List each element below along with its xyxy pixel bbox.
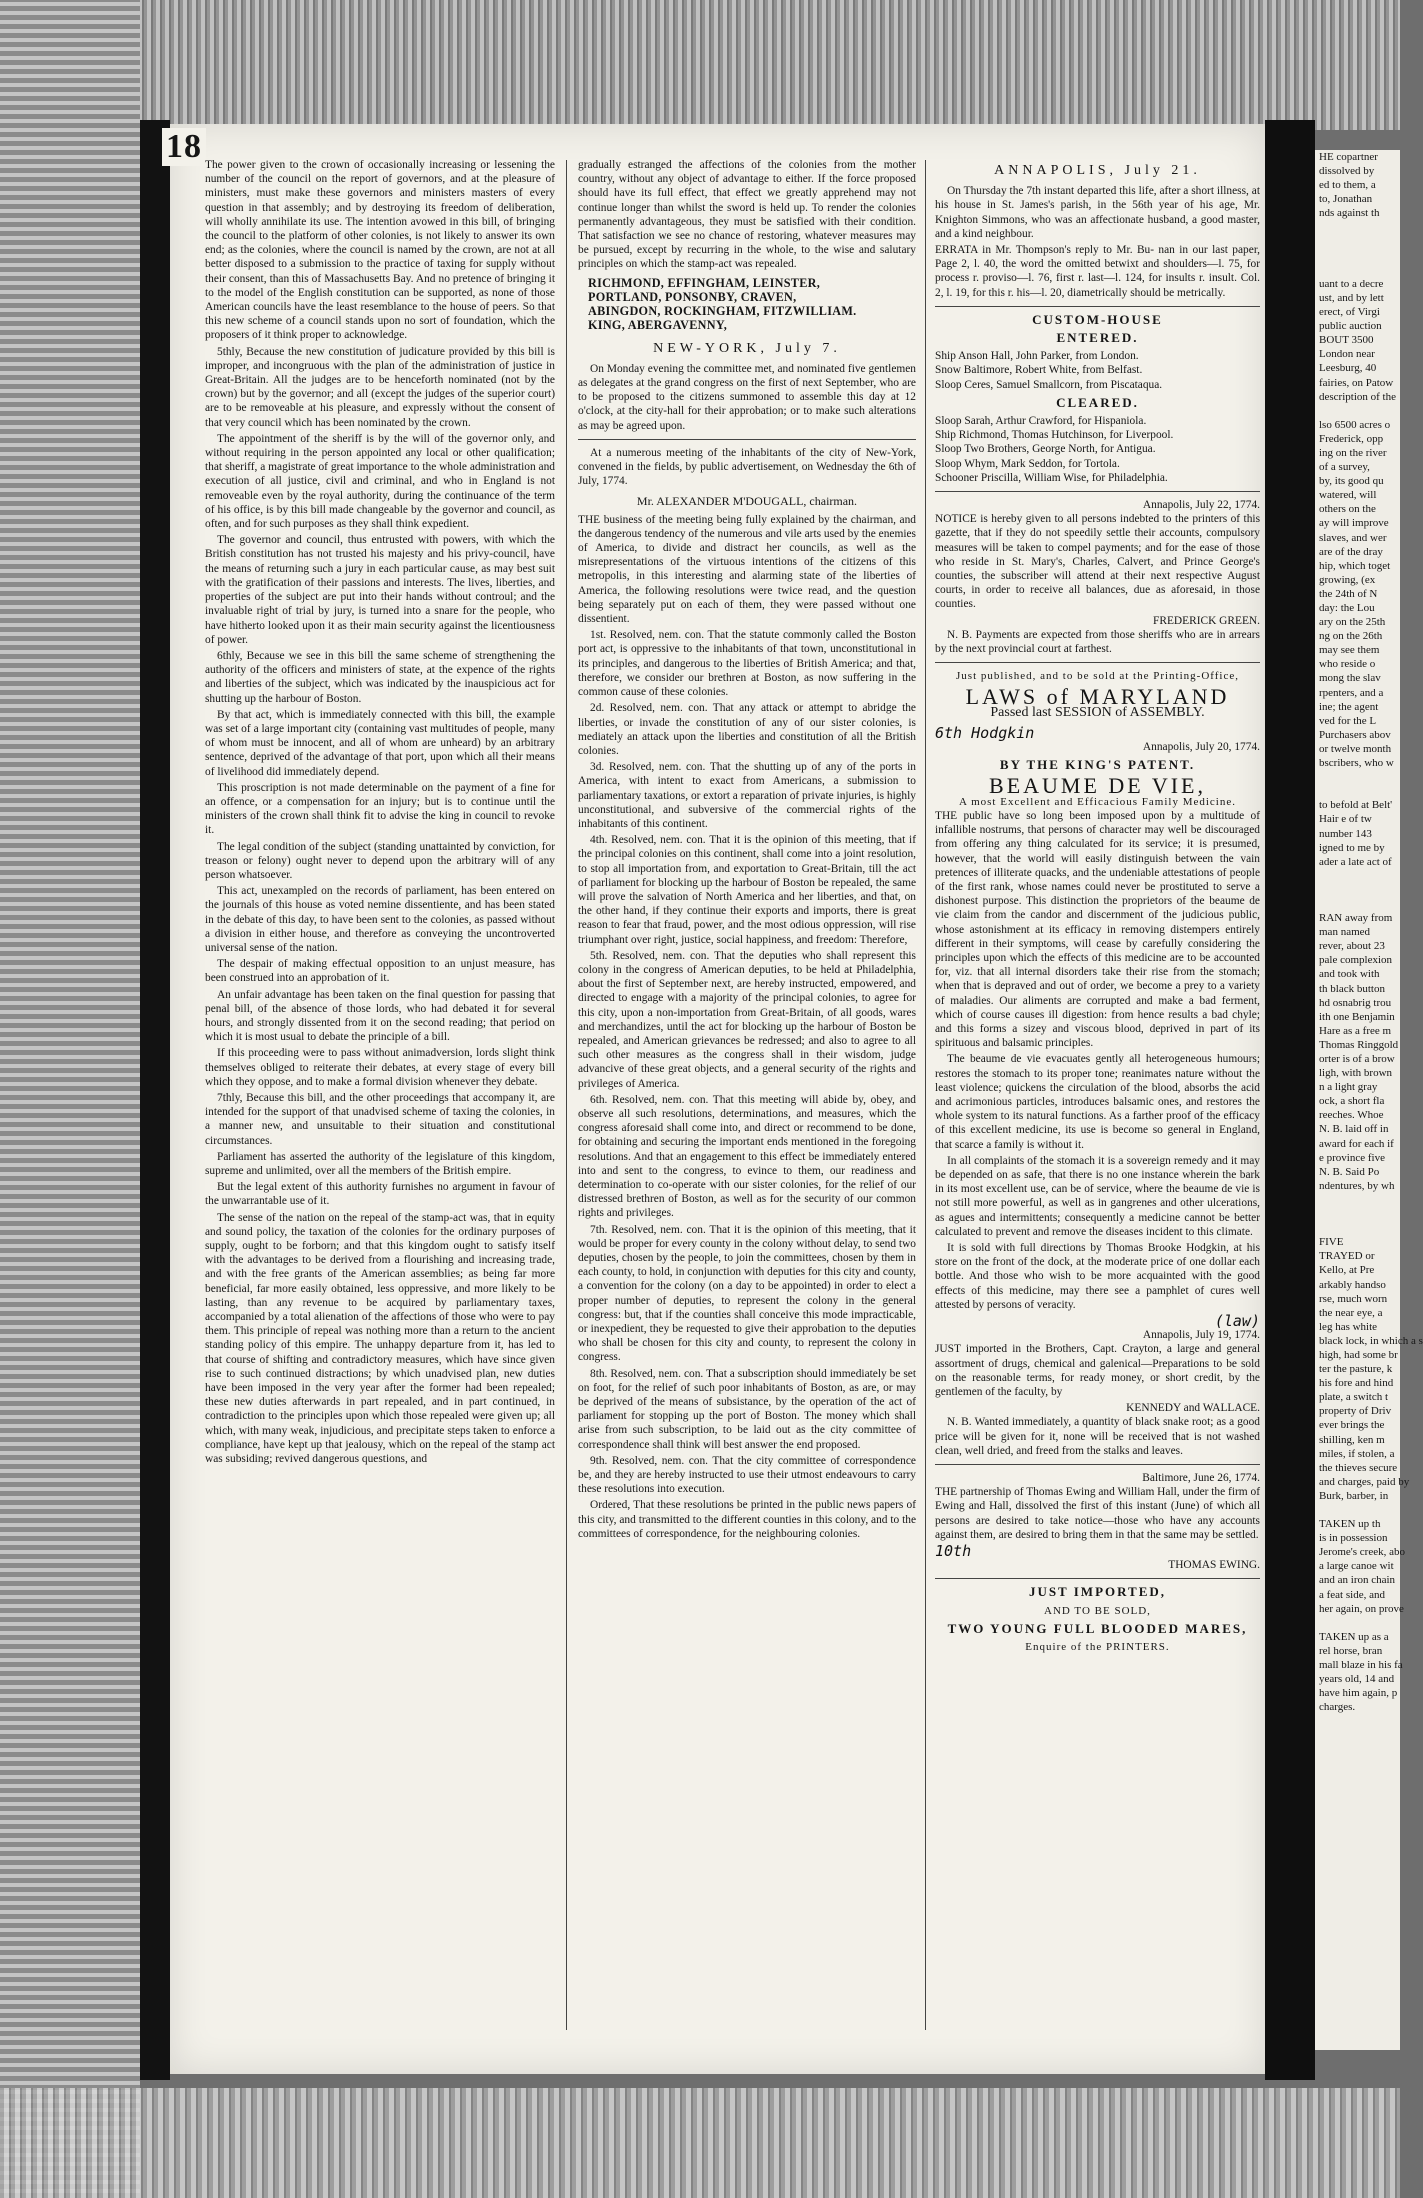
paragraph: An unfair advantage has been taken on the final question for passing that penal bill, of the absence of those lords, who had debated it for several hours, and strongly dissented from it on the second reading; that period on which it is most usual to debate the principle of a bill. [205,988,555,1044]
strip-line: her again, on prove [1319,1602,1404,1615]
paragraph: The beaume de vie evacuates gently all heterogeneous humours; restores the stomach to its proper tone; reanimates nature without the least violence; quickens the circulation of the blood, absorbs the acid and acrimonious particles, introduces balsamic ones, and restores the whole system to its natural functions. As a farther proof of the efficacy of this excellent medicine, its use is become so general in England, that scarce a family is without it. [935,1053,1260,1151]
mares-enquire: Enquire of the PRINTERS. [1025,1641,1170,1654]
strip-line: ust, and by lett [1319,291,1384,304]
scan-border-left [0,0,140,2198]
strip-line: ay will improve [1319,517,1389,530]
strip-line: high, had some br [1319,1348,1398,1361]
strip-line: rel horse, bran [1319,1644,1383,1657]
list-item: Sloop Ceres, Samuel Smallcorn, from Piscataqua. [935,378,1163,391]
paragraph: This act, unexampled on the records of parliament, has been entered on the journals of this house as voted nemine dissentiente, and has been stated in the debate of this day, to have been sent to the colonies, as passed without a division in either house, and therefore as conveying the uncontroverted universal sense of the nation. [205,885,555,954]
strip-line: of a survey, [1319,461,1370,474]
strip-line [1319,404,1400,418]
strip-line: arkably handso [1319,1278,1386,1291]
strip-line: property of Driv [1319,1405,1392,1418]
list-item: Sloop Sarah, Arthur Crawford, for Hispaniola. [935,415,1147,428]
strip-line: London near [1319,348,1375,361]
laws-title: LAWS of MARYLAND [965,683,1230,709]
list-item: Sloop Two Brothers, George North, for Antigua. [935,443,1156,456]
strip-line: ith one Benjamin [1319,1010,1395,1023]
signers-line: ABINGDON, ROCKINGHAM, FITZWILLIAM. [588,303,857,318]
paragraph: 6thly, Because we see in this bill the same scheme of strengthening the authority of the officers and ministers of state, at the expence of the rights and liberties of the subject, which was indicated by the inauspicious act for shutting up the harbour of Boston. [205,649,555,705]
notice-signer: FREDERICK GREEN. [1153,614,1260,627]
strip-line: a large canoe wit [1319,1560,1394,1573]
just-signer: KENNEDY and WALLACE. [1126,1402,1260,1415]
strip-line: fairies, on Patow [1319,376,1394,389]
strip-line: rpenters, and a [1319,686,1384,699]
paragraph: 6th. Resolved, nem. con. That this meeting will abide by, obey, and observe all such resolutions, determinations, and measures, which the congress aforesaid shall come into, and direct or recommend to be done, for obtaining and securing the important ends mentioned in the foregoing resolutions. And that an engagement to this effect be immediately entered into and sent to the congress, to evince to them, our readiness and determination to co-operate with our sister colonies, for the relief of our distressed brethren of Boston, as well as for the security of our common rights and privileges. [578,1093,916,1220]
paragraph: N. B. Payments are expected from those sheriffs who are in arrears by the next provincial court at farthest. [935,628,1260,656]
strip-line: who reside o [1319,658,1376,671]
strip-line: hd osnabrig trou [1319,996,1392,1009]
strip-line [1319,1503,1400,1517]
divider [935,1578,1260,1579]
strip-line: watered, will [1319,489,1377,502]
strip-line: growing, (ex [1319,573,1376,586]
strip-line: ligh, with brown [1319,1067,1393,1080]
list-item: Snow Baltimore, Robert White, from Belfast. [935,364,1143,377]
beaume-subtitle: A most Excellent and Efficacious Family Medicine. [959,795,1236,808]
strip-line: ng on the 26th [1319,630,1383,643]
strip-line: others on the [1319,503,1376,516]
strip-line: the 24th of N [1319,587,1378,600]
paragraph: In all complaints of the stomach it is a sovereign remedy and it may be depended on as safe, that there is no one instance wherein the bark in its most excellent use, can be of service, where the beaume de vie is not still more powerful, as well as in gangrenes and other ulcerations, as agues and intermittents; consequently a medicine cannot be better calculated to prevent and remove the diseases incident to this climate. [935,1154,1260,1238]
paragraph: 5thly, Because the new constitution of judicature provided by this bill is improper, and incongruous with the plan of the administration of justice in Great-Britain. All the judges are to be henceforth nominated (not by the crown) but by the governor; and all (except the judges of the superior court) are to be removeable at his pleasure, and expressly without the consent of that very council which has been nominated by the crown. [205,345,555,429]
strip-line: Thomas Ringgold [1319,1038,1399,1051]
paragraph: 8th. Resolved, nem. con. That a subscription should immediately be set on foot, for the relief of such poor inhabitants of Boston, as are, or may be deprived of the means of subsistance, by the operation of the act of parliament for stopping up the port of Boston. The money which shall arise from such subscription, to be laid out as the city committee of correspondence shall think will best answer the end proposed. [578,1367,916,1451]
strip-line: TAKEN up th [1319,1518,1381,1531]
strip-line [1319,263,1400,277]
paragraph: The appointment of the sheriff is by the will of the governor only, and without requiring in the person appointed any local or other qualification; that sheriff, a magistrate of great importance to the whole administration and execution of all justice, civil and criminal, and who in England is not removeable even by the royal authority, during the continuance of the term of his office, is by this bill made changeable by the governor and council, as often, and for such purposes as they shall think expedient. [205,432,555,531]
strip-line: Jerome's creek, abo [1319,1546,1405,1559]
adjacent-page-text [1315,150,1423,1714]
signers-list [588,276,916,332]
paragraph: The legal condition of the subject (standing unattainted by conviction, for treason or felony) ought never to depend upon the arbitrary will of any person whatsoever. [205,840,555,881]
strip-line: ever brings the [1319,1419,1385,1432]
strip-line: public auction [1319,320,1382,333]
strip-line: ved for the L [1319,714,1377,727]
divider [578,439,916,440]
paragraph: Ordered, That these resolutions be printed in the public news papers of this city, and transmitted to the different counties in this colony, and to the committees of correspondence, for the neighbouring colonies. [578,1499,916,1540]
handwritten-note: 6th Hodgkin [935,723,1035,742]
strip-line: FIVE [1319,1236,1344,1249]
strip-line: Hare as a free m [1319,1024,1392,1037]
strip-line [1319,883,1400,897]
mares-heading: JUST IMPORTED, [1028,1584,1167,1600]
strip-line: BOUT 3500 [1319,334,1374,347]
strip-line: ndentures, by wh [1319,1179,1395,1192]
cleared-heading: CLEARED. [1056,394,1139,410]
entered-heading: ENTERED. [1056,330,1139,346]
paragraph: gradually estranged the affections of the colonies from the mother country, without any object of advantage to either. If the force proposed should have its full effect, that effect we greatly apprehend may not continue longer than whilst the sword is held up. To render the colonies permanently advantageous, they must be satisfied with their condition. That satisfaction we see no chance of restoring, whatever measures may be pursued, except by recurring in the whole, to the wise and salutary principles on which the stamp-act was repealed. [578,159,916,271]
strip-line: or twelve month [1319,742,1392,755]
strip-line: hip, which toget [1319,559,1391,572]
strip-line: a feat side, and [1319,1588,1385,1601]
strip-line: plate, a switch t [1319,1391,1389,1404]
strip-line: by, its good qu [1319,475,1384,488]
strip-line: to befold at Belt' [1319,799,1393,812]
strip-line: dissolved by [1319,165,1375,178]
paragraph: At a numerous meeting of the inhabitants of the city of New-York, convened in the fields, by public advertisement, on Wednesday the 6th of July, 1774. [578,446,916,488]
paragraph: THE partnership of Thomas Ewing and William Hall, under the firm of Ewing and Hall, dissolved the first of this instant (June) of which all persons are desired to take notice—those who have any accounts against them, are desired to bring them in that the same may be settled. [935,1486,1260,1541]
strip-line: and an iron chain [1319,1574,1396,1587]
list-item: Sloop Whym, Mark Seddon, for Tortola. [935,457,1120,470]
patent-heading: BY THE KING'S PATENT. [999,757,1196,773]
strip-line: pale complexion [1319,954,1393,967]
column-rule [925,160,926,2030]
binding-shadow-middle [1265,120,1315,2080]
strip-line: Leesburg, 40 [1319,362,1377,375]
strip-line: e province five [1319,1151,1385,1164]
strip-line: may see them [1319,644,1380,657]
laws-subtitle: Passed last SESSION of ASSEMBLY. [990,704,1205,720]
strip-line [1319,235,1400,249]
errata: ERRATA in Mr. Thompson's reply to Mr. Bu- nan in our last paper, Page 2, l. 40, the word the omitted betwixt and shoulders—l. 75, for process r. proviso—l. 76, first r. last—l. 124, for insults r. insult. Col. 2, l. 19, for this r. his—l. 20, diametrically should be metrically. [935,244,1260,299]
strip-line: n a light gray [1319,1081,1378,1094]
list-item: Schooner Priscilla, William Wise, for Philadelphia. [935,471,1168,484]
strip-line [1319,220,1400,234]
beaume-date: Annapolis, July 20, 1774. [1142,741,1260,754]
paragraph: 4th. Resolved, nem. con. That it is the opinion of this meeting, that if the principal colonies on this continent, shall come into a joint resolution, to stop all importation from, and exportation to Great-Britain, till the act of parliament for blocking up the harbour of Boston be repealed, the same will prove the salvation of North America and her liberties, and that, on the other hand, if they continue their exports and imports, there is great reason to fear that fraud, power, and the most odious oppression, will rise triumphant over right, justice, social happiness, and freedom: Therefore, [578,834,916,946]
strip-line: Purchasers abov [1319,728,1391,741]
paragraph: This proscription is not made determinable on the payment of a fine for an offence, or a compensation for an injury; but is to continue until the ministers of the crown shall think fit to advise the king in council to revoke it. [205,781,555,837]
strip-line: N. B. Said Po [1319,1165,1380,1178]
strip-line: uant to a decre [1319,277,1384,290]
paragraph: 1st. Resolved, nem. con. That the statute commonly called the Boston port act, is oppressive to the inhabitants of that town, unconstitutional in its principles, and dangerous to the liberties of British America; and that, therefore, we consider our brethren at Boston, as now suffering in the common cause of these colonies. [578,629,916,699]
strip-line: to, Jonathan [1319,193,1373,206]
strip-line: charges. [1319,1701,1356,1714]
strip-line: rever, about 23 [1319,940,1385,953]
strip-line: ader a late act of [1319,855,1392,868]
paragraph: The power given to the crown of occasionally increasing or lessening the number of the council on the report of governors, and at the pleasure of ministers, must make these governors and ministers masters of every question in that assembly; and by destroying its freedom of deliberation, will wholly annihilate its use. The intention avowed in this bill, of bringing the council to the platform of other colonies, is not likely to answer its own end; as the colonies, where the council is named by the crown, are not at all better disposed to a submission to the practice of taxing for supply without their consent, than this of Massachusetts Bay. And no pretence of bringing it to the model of the English constitution can be supported, as none of those American councils have the least resemblance to the house of peers. So that this new scheme of a council stands upon no sort of foundation, which the proposers of it think proper to acknowledge. [205,159,555,342]
strip-line: years old, 14 and [1319,1673,1395,1686]
binding-shadow-left [140,120,170,2080]
laws-intro: Just published, and to be sold at the Printing-Office, [956,670,1239,683]
strip-line [1319,249,1400,263]
strip-line: erect, of Virgi [1319,306,1380,319]
custom-house-heading: CUSTOM-HOUSE [1032,311,1163,327]
baltimore-signer: THOMAS EWING. [1168,1559,1260,1572]
strip-line: mong the slav [1319,672,1381,685]
strip-line: mall blaze in his fa [1319,1659,1403,1672]
strip-line [1319,770,1400,784]
paragraph: On Thursday the 7th instant departed this life, after a short illness, at his house in St. James's parish, in the 56th year of his age, Mr. Knighton Simmons, who was an affectionate husband, a good master, and a kind neighbour. [935,185,1260,240]
strip-line: man named [1319,926,1371,939]
strip-line: orter is of a brow [1319,1053,1395,1065]
scan-border-top [0,0,1400,130]
strip-line: are of the dray [1319,545,1383,558]
strip-line: the near eye, a [1319,1306,1383,1319]
paragraph: If this proceeding were to pass without animadversion, lords slight think themselves obliged to reiterate their debates, at every stage of every bill which they oppose, and to make a formal division whenever they debate. [205,1047,555,1088]
notice: NOTICE is hereby given to all persons indebted to the printers of this gazette, that if they do not speedily settle their accounts, compulsory measures will be taken to compel payments; and for the ease of those who reside in St. Mary's, Charles, Calvert, and Prince George's counties, the subscriber will attend at their next respective August courts, in order to receive all balances, due as aforesaid, in those counties. [935,513,1260,611]
column-annapolis [935,158,1260,2038]
adjacent-page-strip [1315,150,1423,2050]
handwritten-note: (law) [1214,1312,1260,1331]
paragraph: 5th. Resolved, nem. con. That the deputies who shall represent this colony in the congress of American deputies, to be held at Philadelphia, about the first of September next, are hereby instructed, empowered, and directed to engage with a majority of the principal colonies, to agree for this city, upon a non-importation from Great-Britain, of all goods, wares and merchandizes, until the act for blocking up the harbour of Boston be repealed, and American grievances be redressed; and also to agree to all such other measures as the congress shall in their wisdom, judge advancive of these great objects, and a general security of the rights and privileges of America. [578,949,916,1090]
just-date: Annapolis, July 19, 1774. [1142,1329,1260,1342]
strip-line: ary on the 25th [1319,616,1386,629]
strip-line: Frederick, opp [1319,432,1384,445]
strip-line: leg has white [1319,1320,1378,1333]
paragraph: 7thly, Because this bill, and the other proceedings that accompany it, are intended for the support of that unadvised scheme of taxing the colonies, in a manner new, and unsuitable to their situation and constitutional circumstances. [205,1092,555,1147]
scan-border-bottom [0,2088,1400,2198]
strip-line: and charges, paid by [1319,1475,1410,1488]
strip-line: lso 6500 acres o [1319,418,1391,431]
strip-line: miles, if stolen, a [1319,1447,1395,1460]
strip-line: ter the pasture, k [1319,1363,1393,1376]
strip-line: black lock, in which a s [1319,1334,1423,1347]
mares-subheading: AND TO BE SOLD, [1044,1604,1151,1617]
signers-line: PORTLAND, PONSONBY, CRAVEN, [588,289,797,304]
beaume-title: BEAUME DE VIE, [989,772,1206,798]
strip-line: reeches. Whoe [1319,1109,1384,1122]
page-number: 18 [162,128,206,166]
strip-line: nds against th [1319,207,1380,220]
list-item: Ship Anson Hall, John Parker, from London. [935,350,1139,363]
strip-line: description of the [1319,390,1396,403]
paragraph: By that act, which is immediately connected with this bill, the example was set of a large important city (containing vast multitudes of people, many of whom must be innocent, and all of whom are unheard) by an arbitrary sentence, deprived of the advantage of that port, upon which all their means of livelihood did immediately depend. [205,708,555,778]
paragraph: N. B. Wanted immediately, a quantity of black snake root; as a good price will be given for it, none will be received that is not washed clean, well dried, and freed from the stalks and leaves. [935,1416,1260,1457]
paragraph: The sense of the nation on the repeal of the stamp-act was, that in equity and sound policy, the taxation of the colonies for the ordinary purposes of supply, ought to be forborn; and that this kingdom ought to satisfy itself with the advantages to be derived from a flourishing and increasing trade, and with the free grants of the American assemblies; as being far more beneficial, far more easily obtained, less oppressive, and more likely to be lasting, than any revenue to be acquired by parliamentary taxes, accompanied by a total alienation of the affections of those who were to pay them. This principle of repeal was nothing more than a return to the ancient standing policy of this empire. The unhappy departure from it, has led to that course of shifting and contradictory measures, which have since given rise to such continued distractions; by which unadvised plan, new duties have been imposed in the very year after the former had been repealed; these new duties afterwards in part repealed, and in part continued, in contradiction to the principles upon which those repealed were given up; all which, with many weak, injudicious, and precipitate steps taken to enforce a compliance, have kept up that jealousy, which on the repeal of the stamp act was subsiding; revived dangerous questions, and [205,1211,555,1466]
divider [935,662,1260,663]
strip-line [1319,784,1400,798]
strip-line: ing on the river [1319,446,1387,459]
strip-line: N. B. laid off in [1319,1123,1389,1136]
strip-line: and took with [1319,968,1380,981]
strip-line: award for each if [1319,1137,1394,1150]
paragraph: 7th. Resolved, nem. con. That it is the opinion of this meeting, that it would be proper for every county in the colony without delay, to send two deputies, chosen by the people, to join the committees, chosen by them in each county, to hold, in conjunction with deputies for this city and county, a convention for the colony (on a day to be appointed) in order to elect a proper number of deputies, to represent the colony in the general congress: but, that if the counties shall conceive this mode impracticable, or inexpedient, they be requested to give their approbation to the deputies who shall be chosen for this city and county, to represent the colony in congress. [578,1223,916,1364]
paragraph: 3d. Resolved, nem. con. That the shutting up of any of the ports in America, with intent to exact from Americans, a submission to parliamentary taxations, or extort a reparation of private injuries, is highly unconstitutional, and subversive of the commercial rights of the inhabitants of this continent. [578,761,916,830]
paragraph: 9th. Resolved, nem. con. That the city committee of correspondence be, and they are hereby instructed to use their utmost endeavours to carry these resolutions into execution. [578,1454,916,1496]
strip-line: th black button [1319,982,1385,995]
divider [935,306,1260,307]
handwritten-note: 10th [935,1542,972,1561]
strip-line: Hair e of tw [1319,813,1372,826]
paragraph: On Monday evening the committee met, and nominated five gentlemen as delegates at the grand congress on the first of next September, who are to be proposed to the citizens summoned to assemble this day at 12 o'clock, at the city-hall for their approbation; or to make such alterations as may be agreed upon. [578,362,916,432]
paragraph: It is sold with full directions by Thomas Brooke Hodgkin, at his store on the front of the dock, at the moderate price of one dollar each bottle. And those who wish to be more acquainted with the good effects of this medicine, may there see a pamphlet of cures well attested by persons of veracity. [935,1242,1260,1311]
strip-line [1319,1207,1400,1221]
paragraph: Parliament has asserted the authority of the legislature of this kingdom, supreme and unlimited, over all the members of the British empire. [205,1150,555,1178]
strip-line: day: the Lou [1319,602,1375,614]
strip-line: ine; the agent [1319,700,1379,713]
strip-line: igned to me by [1319,841,1385,854]
strip-line: TAKEN up as a [1319,1630,1389,1643]
strip-line: number 143 [1319,827,1372,840]
strip-line: HE copartner [1319,151,1378,163]
strip-line [1319,1193,1400,1207]
strip-line [1319,869,1400,883]
list-item: Ship Richmond, Thomas Hutchinson, for Liverpool. [935,429,1174,442]
strip-line: TRAYED or [1319,1250,1375,1263]
strip-line: have him again, p [1319,1687,1398,1700]
strip-line: the thieves secure [1319,1461,1398,1474]
strip-line: bscribers, who w [1319,757,1394,770]
strip-line [1319,1221,1400,1235]
strip-line: slaves, and wer [1319,531,1387,544]
strip-line: his fore and hind [1319,1377,1394,1390]
column-lords-protest [205,158,555,2038]
dateline: NEW-YORK, July 7. [653,340,841,356]
column-new-york-resolves [578,158,916,2038]
paragraph: THE business of the meeting being fully explained by the chairman, and the dangerous tendency of the numerous and vile arts used by the enemies of America, to divide and distract her councils, as well as the misrepresentations of the virtuous intentions of the citizens of this metropolis, in this interesting and alarming state of the liberties of America, the following resolutions were twice read, and the question being separately put on each of them, they were passed without one dissentient. [578,513,916,626]
strip-line: Burk, barber, in [1319,1489,1389,1502]
column-rule [566,160,567,2030]
signers-line: KING, ABERGAVENNY, [588,317,728,332]
divider [935,491,1260,492]
strip-line: RAN away from [1319,912,1393,925]
strip-line: is in possession [1319,1532,1388,1545]
strip-line: ock, a short fla [1319,1095,1385,1108]
dateline: ANNAPOLIS, July 21. [994,163,1201,178]
paragraph: THE public have so long been imposed upon by a multitude of infallible nostrums, that persons of character may well be discouraged from offering any thing calculated for its service; it is presumed, however, that the world will easily distinguish between the vain pretences of illiterate quacks, and the undeniable attestations of people of the first rank, whose names could never be prostituted to serve a dishonest purpose. This distinction the proprietors of the beaume de vie claim from the candor and discernment of the judicious public, whose astonishment at its efficacy in removing distempers entirely different in their symptoms, will cease by carefully considering the principles upon which the effects of this medicine are to be accounted for, viz. that all internal disorders take their rise from the stomach; when that is depraved and out of order, we become a prey to a variety of maladies. Our aliments are corrupted and make a bad ferment, which of course causes ill digestion: from hence results a bad chyle; and this forms a sizey and viscous blood, deprived in part of its spirituous and balsamic principles. [935,809,1260,1050]
strip-line: Kello, at Pre [1319,1264,1375,1277]
baltimore-date: Baltimore, June 26, 1774. [1142,1472,1260,1485]
chairman-line: Mr. ALEXANDER M'DOUGALL, chairman. [636,494,858,509]
strip-line: rse, much worn [1319,1292,1388,1305]
paragraph: The despair of making effectual opposition to an unjust measure, has been construed into an approbation of it. [205,958,555,985]
strip-line: ed to them, a [1319,179,1376,192]
notice-date: Annapolis, July 22, 1774. [1142,499,1260,512]
strip-line: shilling, ken m [1319,1433,1385,1446]
strip-line [1319,1616,1400,1630]
divider [935,1464,1260,1465]
paragraph: But the legal extent of this authority furnishes no argument in favour of the unwarrantable use of it. [205,1181,555,1208]
paragraph: The governor and council, thus entrusted with powers, with which the British constitution has not trusted his majesty and his privy-council, have the means of returning such a jury in each particular cause, as may best suit with the gratification of their passions and interests. The lives, liberties, and properties of the subject are put into their hands without controul; and the invaluable right of trial by jury, is turned into a snare for the people, who have hitherto looked upon it as their main security against the licentiousness of power. [205,534,555,646]
strip-line [1319,897,1400,911]
mares-title: TWO YOUNG FULL BLOODED MARES, [947,1620,1248,1636]
paragraph: JUST imported in the Brothers, Capt. Crayton, a large and general assortment of drugs, chemical and galenical—Preparations to be sold on the reasonable terms, for ready money, or short credit, by the gentlemen of the faculty, by [935,1343,1260,1399]
signers-line: RICHMOND, EFFINGHAM, LEINSTER, [588,275,821,290]
paragraph: 2d. Resolved, nem. con. That any attack or attempt to abridge the liberties, or invade the constitution of any of our sister colonies, is mediately an attack upon the liberties and constitution of all the British colonies. [578,702,916,757]
